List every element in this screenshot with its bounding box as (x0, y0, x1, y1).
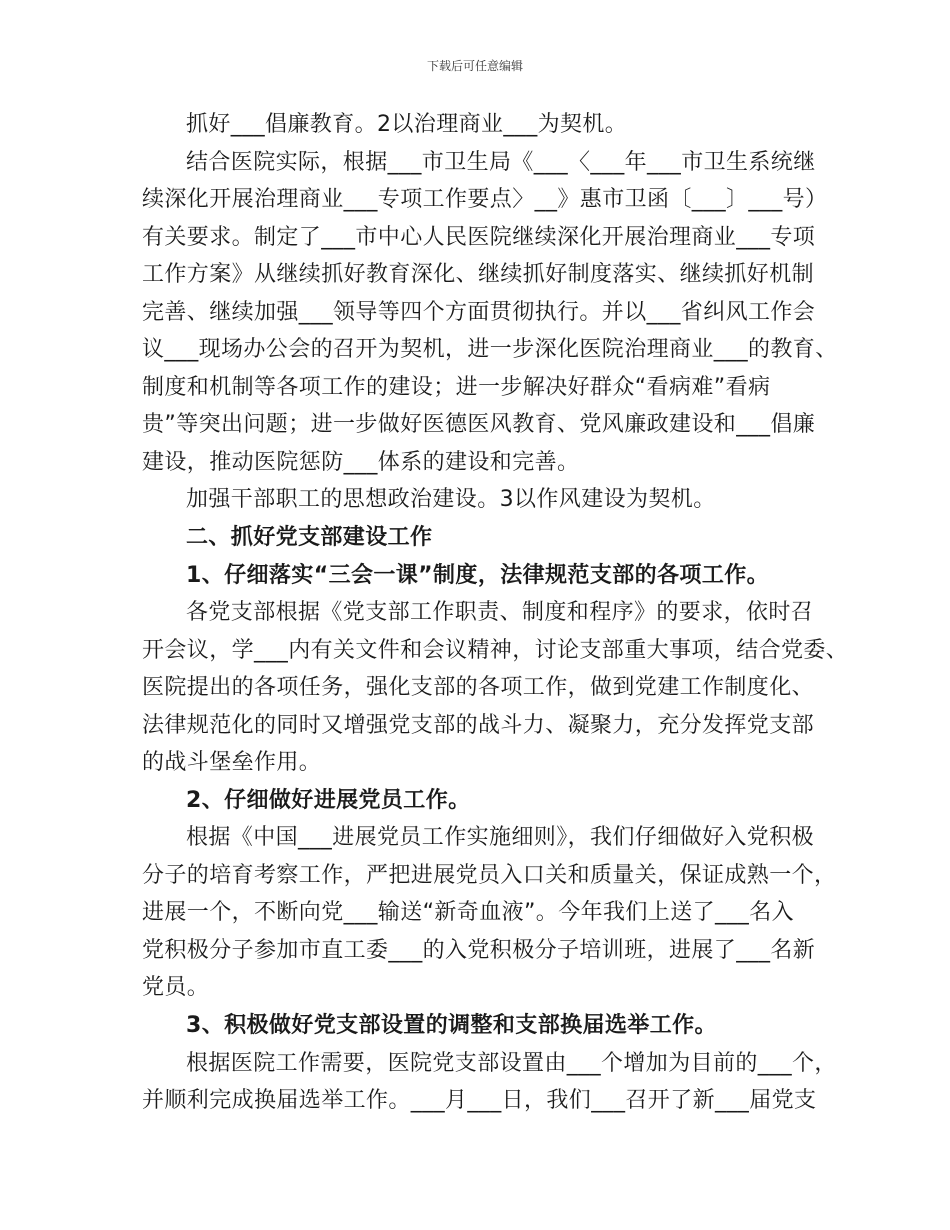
subsection-heading: 1、仔细落实“三会一课”制度，法律规范支部的各项工作。 (186, 563, 770, 588)
body-line: 工作方案》从继续抓好教育深化、继续抓好制度落实、继续抓好机制 (142, 262, 815, 287)
body-line: 分子的培育考察工作，严把进展党员入口关和质量关，保证成熟一个， (142, 863, 837, 888)
body-line: 议___现场办公会的召开为契机，进一步深化医院治理商业___的教育、 (142, 337, 838, 362)
body-line: 建设，推动医院惩防___体系的建设和完善。 (142, 450, 580, 475)
body-line: 各党支部根据《党支部工作职责、制度和程序》的要求，依时召 (186, 600, 814, 625)
subsection-heading: 3、积极做好党支部设置的调整和支部换届选举工作。 (186, 1013, 717, 1038)
section-heading: 二、抓好党支部建设工作 (186, 525, 433, 550)
body-line: 贵”等突出问题；进一步做好医德医风教育、党风廉政建设和___倡廉 (142, 412, 816, 437)
body-line: 进展一个，不断向党___输送“新奇血液”。今年我们上送了___名入 (142, 900, 794, 925)
body-line: 的战斗堡垒作用。 (142, 750, 322, 775)
body-line: 医院提出的各项任务，强化支部的各项工作，做到党建工作制度化、 (142, 675, 815, 700)
subsection-heading: 2、仔细做好进展党员工作。 (186, 788, 471, 813)
body-line: 根据《中国___进展党员工作实施细则》，我们仔细做好入党积极 (186, 825, 815, 850)
body-line: 根据医院工作需要，医院党支部设置由___个增加为目前的___个， (186, 1051, 837, 1076)
body-line: 完善、继续加强___领导等四个方面贯彻执行。并以___省纠风工作会 (142, 300, 816, 325)
body-line: 制度和机制等各项工作的建设；进一步解决好群众“看病难”看病 (142, 375, 771, 400)
body-line: 并顺利完成换届选举工作。___月___日，我们___召开了新___届党支 (142, 1088, 817, 1113)
page-header-note: 下载后可任意编辑 (426, 59, 523, 73)
body-line: 开会议，学___内有关文件和会议精神，讨论支部重大事项，结合党委、 (142, 638, 849, 663)
body-line: 加强干部职工的思想政治建设。3以作风建设为契机。 (186, 487, 716, 512)
body-line: 抓好___倡廉教育。2以治理商业___为契机。 (186, 112, 628, 137)
body-line: 结合医院实际，根据___市卫生局《___〈___年___市卫生系统继 (186, 150, 816, 175)
body-line: 党积极分子参加市直工委___的入党积极分子培训班，进展了___名新 (142, 938, 816, 963)
body-line: 党员。 (142, 975, 210, 1000)
body-line: 续深化开展治理商业___专项工作要点〉__》惠市卫函〔___〕___号） (142, 187, 828, 212)
body-line: 法律规范化的同时又增强党支部的战斗力、凝聚力，充分发挥党支部 (142, 713, 815, 738)
body-line: 有关要求。制定了___市中心人民医院继续深化开展治理商业___专项 (142, 225, 816, 250)
